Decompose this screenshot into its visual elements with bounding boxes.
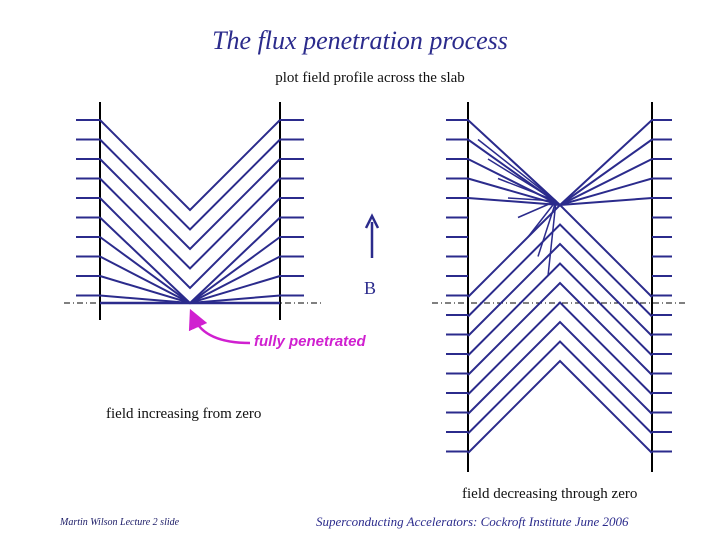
field-profile: [100, 120, 280, 210]
caption-increasing: field increasing from zero: [106, 406, 262, 422]
fully-penetrated-pointer: [194, 318, 250, 343]
slide-subtitle: plot field profile across the slab: [275, 70, 465, 86]
fully-penetrated-label: fully penetrated: [254, 333, 366, 350]
field-profile: [100, 159, 280, 249]
field-profile: [100, 257, 280, 304]
field-profile: [468, 159, 652, 205]
field-profile: [100, 276, 280, 303]
field-profile: [100, 179, 280, 269]
caption-decreasing: field decreasing through zero: [462, 486, 638, 502]
field-arrow: [366, 216, 378, 258]
field-profile: [100, 140, 280, 230]
field-profile: [468, 120, 652, 205]
hatch-line: [468, 120, 556, 201]
footer-left: Martin Wilson Lecture 2 slide: [60, 517, 180, 528]
slide-title: The flux penetration process: [212, 26, 508, 55]
field-symbol-label: B: [364, 278, 377, 298]
footer-right: Superconducting Accelerators: Cockroft Institute June 2006: [316, 514, 629, 529]
